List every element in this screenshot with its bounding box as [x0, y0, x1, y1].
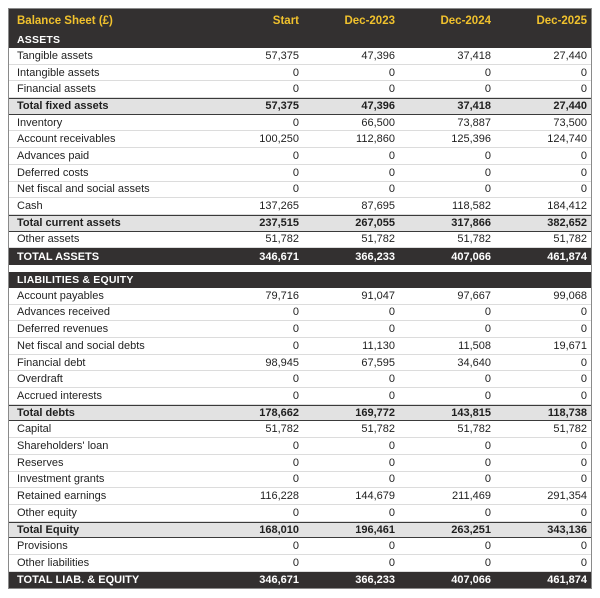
cell-value: 51,782 — [553, 233, 587, 246]
cell-value: 211,469 — [452, 490, 491, 503]
row-label: Retained earnings — [17, 490, 107, 503]
table-row — [9, 198, 591, 215]
cell-value: 0 — [388, 389, 395, 402]
cell-value: 91,047 — [361, 289, 395, 302]
cell-value: 0 — [388, 456, 395, 469]
table-row — [9, 371, 591, 388]
cell-value: 0 — [484, 556, 491, 569]
table-row — [9, 388, 591, 405]
table-row — [9, 405, 591, 422]
table-row — [9, 338, 591, 355]
column-header-dec-2023: Dec-2023 — [344, 14, 395, 27]
cell-value: 51,782 — [361, 423, 395, 436]
row-label: Account receivables — [17, 133, 116, 146]
table-row — [9, 538, 591, 555]
cell-value: 100,250 — [259, 133, 299, 146]
cell-value: 0 — [484, 373, 491, 386]
table-row — [9, 165, 591, 182]
cell-value: 0 — [292, 66, 299, 79]
table-row — [9, 115, 591, 132]
cell-value: 51,782 — [361, 233, 395, 246]
section-spacer — [9, 265, 591, 272]
row-label: Intangible assets — [17, 66, 100, 79]
table-row — [9, 215, 591, 232]
cell-value: 118,738 — [547, 407, 587, 420]
cell-value: 169,772 — [355, 407, 395, 420]
row-label: Total Equity — [17, 523, 80, 536]
cell-value: 27,440 — [553, 49, 587, 62]
cell-value: 0 — [580, 456, 587, 469]
cell-value: 0 — [388, 556, 395, 569]
table-row — [9, 438, 591, 455]
cell-value: 0 — [484, 323, 491, 336]
row-label: Reserves — [17, 456, 64, 469]
cell-value: 137,265 — [259, 200, 299, 213]
cell-value: 34,640 — [457, 356, 491, 369]
cell-value: 0 — [484, 506, 491, 519]
row-label: Accrued interests — [17, 389, 102, 402]
cell-value: 0 — [292, 149, 299, 162]
cell-value: 27,440 — [553, 100, 587, 113]
table-row — [9, 232, 591, 249]
row-label: Advances paid — [17, 149, 90, 162]
cell-value: 116,228 — [260, 490, 299, 503]
cell-value: 57,375 — [265, 100, 299, 113]
cell-value: 0 — [484, 456, 491, 469]
cell-value: 0 — [292, 339, 299, 352]
cell-value: 118,582 — [452, 200, 491, 213]
cell-value: 66,500 — [361, 116, 395, 129]
column-header-dec-2024: Dec-2024 — [440, 14, 491, 27]
cell-value: 178,662 — [259, 407, 299, 420]
cell-value: 0 — [292, 116, 299, 129]
cell-value: 37,418 — [457, 100, 491, 113]
cell-value: 0 — [580, 323, 587, 336]
row-label: Inventory — [17, 116, 63, 129]
cell-value: 0 — [580, 83, 587, 96]
cell-value: 51,782 — [265, 423, 299, 436]
cell-value: 0 — [484, 149, 491, 162]
row-label: Shareholders' loan — [17, 439, 109, 452]
cell-value: 0 — [292, 456, 299, 469]
cell-value: 461,874 — [547, 250, 587, 263]
cell-value: 0 — [580, 166, 587, 179]
cell-value: 0 — [484, 83, 491, 96]
cell-value: 0 — [580, 306, 587, 319]
cell-value: 0 — [388, 473, 395, 486]
section-label: LIABILITIES & EQUITY — [17, 273, 134, 286]
row-label: TOTAL LIAB. & EQUITY — [17, 573, 140, 586]
row-label: Financial debt — [17, 356, 86, 369]
cell-value: 99,068 — [553, 289, 587, 302]
row-label: Deferred revenues — [17, 323, 109, 336]
cell-value: 0 — [580, 66, 587, 79]
table-row — [9, 355, 591, 372]
table-row — [9, 148, 591, 165]
table-row — [9, 182, 591, 199]
cell-value: 79,716 — [265, 289, 299, 302]
row-label: Total debts — [17, 407, 75, 420]
row-label: TOTAL ASSETS — [17, 250, 100, 263]
cell-value: 97,667 — [457, 289, 491, 302]
section-header — [9, 272, 591, 288]
row-label: Net fiscal and social assets — [17, 183, 150, 196]
cell-value: 0 — [484, 473, 491, 486]
table-row — [9, 572, 591, 589]
cell-value: 0 — [484, 306, 491, 319]
table-row — [9, 288, 591, 305]
cell-value: 73,500 — [553, 116, 587, 129]
cell-value: 0 — [388, 149, 395, 162]
cell-value: 0 — [580, 506, 587, 519]
cell-value: 461,874 — [547, 573, 587, 586]
row-label: Account payables — [17, 289, 104, 302]
column-header-dec-2025: Dec-2025 — [536, 14, 587, 27]
row-label: Other equity — [17, 506, 77, 519]
cell-value: 184,412 — [547, 200, 587, 213]
cell-value: 237,515 — [259, 217, 299, 230]
cell-value: 0 — [484, 183, 491, 196]
cell-value: 19,671 — [553, 339, 587, 352]
cell-value: 87,695 — [361, 200, 395, 213]
cell-value: 0 — [388, 323, 395, 336]
cell-value: 0 — [580, 473, 587, 486]
row-label: Advances received — [17, 306, 110, 319]
row-label: Other liabilities — [17, 556, 90, 569]
cell-value: 0 — [388, 506, 395, 519]
cell-value: 124,740 — [547, 133, 587, 146]
cell-value: 382,652 — [547, 217, 587, 230]
cell-value: 0 — [292, 83, 299, 96]
cell-value: 407,066 — [451, 250, 491, 263]
cell-value: 0 — [292, 540, 299, 553]
cell-value: 346,671 — [259, 250, 299, 263]
table-row — [9, 131, 591, 148]
table-row — [9, 455, 591, 472]
cell-value: 11,508 — [458, 339, 491, 352]
cell-value: 0 — [484, 439, 491, 452]
cell-value: 0 — [292, 373, 299, 386]
cell-value: 51,782 — [457, 423, 491, 436]
cell-value: 267,055 — [355, 217, 395, 230]
cell-value: 51,782 — [553, 423, 587, 436]
cell-value: 0 — [580, 439, 587, 452]
cell-value: 196,461 — [355, 523, 395, 536]
row-label: Cash — [17, 200, 43, 213]
row-label: Provisions — [17, 540, 68, 553]
row-label: Overdraft — [17, 373, 63, 386]
row-label: Deferred costs — [17, 166, 89, 179]
cell-value: 112,860 — [356, 133, 395, 146]
cell-value: 0 — [388, 183, 395, 196]
row-label: Total current assets — [17, 217, 121, 230]
row-label: Net fiscal and social debts — [17, 339, 145, 352]
cell-value: 0 — [388, 166, 395, 179]
cell-value: 263,251 — [451, 523, 491, 536]
cell-value: 0 — [388, 306, 395, 319]
table-row — [9, 505, 591, 522]
cell-value: 0 — [484, 540, 491, 553]
column-header-start: Start — [272, 14, 299, 27]
table-row — [9, 555, 591, 572]
cell-value: 0 — [580, 556, 587, 569]
cell-value: 0 — [388, 373, 395, 386]
cell-value: 0 — [388, 83, 395, 96]
cell-value: 291,354 — [547, 490, 587, 503]
section-header — [9, 32, 591, 48]
cell-value: 317,866 — [451, 217, 491, 230]
cell-value: 0 — [580, 183, 587, 196]
cell-value: 0 — [484, 389, 491, 402]
cell-value: 47,396 — [361, 100, 395, 113]
cell-value: 0 — [388, 439, 395, 452]
table-row — [9, 522, 591, 539]
cell-value: 0 — [388, 66, 395, 79]
cell-value: 67,595 — [361, 356, 395, 369]
table-body — [9, 32, 591, 588]
table-row — [9, 248, 591, 265]
cell-value: 366,233 — [355, 573, 395, 586]
cell-value: 0 — [292, 473, 299, 486]
cell-value: 144,679 — [355, 490, 395, 503]
row-label: Other assets — [17, 233, 80, 246]
cell-value: 0 — [580, 149, 587, 162]
cell-value: 366,233 — [355, 250, 395, 263]
cell-value: 0 — [292, 506, 299, 519]
table-row — [9, 421, 591, 438]
cell-value: 0 — [292, 556, 299, 569]
cell-value: 0 — [484, 166, 491, 179]
row-label: Financial assets — [17, 83, 96, 96]
cell-value: 73,887 — [457, 116, 491, 129]
row-label: Capital — [17, 423, 52, 436]
table-title: Balance Sheet (£) — [17, 14, 113, 27]
table-row — [9, 321, 591, 338]
cell-value: 0 — [292, 323, 299, 336]
balance-sheet-table — [8, 8, 592, 589]
cell-value: 0 — [292, 166, 299, 179]
table-row — [9, 48, 591, 65]
cell-value: 0 — [580, 389, 587, 402]
cell-value: 143,815 — [451, 407, 491, 420]
cell-value: 0 — [580, 356, 587, 369]
cell-value: 0 — [292, 306, 299, 319]
row-label: Investment grants — [17, 473, 105, 486]
table-row — [9, 81, 591, 98]
section-label: ASSETS — [17, 34, 61, 46]
cell-value: 0 — [484, 66, 491, 79]
cell-value: 0 — [292, 183, 299, 196]
cell-value: 0 — [580, 540, 587, 553]
row-label: Tangible assets — [17, 49, 93, 62]
cell-value: 11,130 — [362, 339, 395, 352]
table-row — [9, 488, 591, 505]
table-row — [9, 472, 591, 489]
cell-value: 168,010 — [259, 523, 299, 536]
cell-value: 51,782 — [457, 233, 491, 246]
cell-value: 0 — [580, 373, 587, 386]
table-row — [9, 65, 591, 82]
table-header — [9, 9, 591, 32]
cell-value: 346,671 — [259, 573, 299, 586]
cell-value: 407,066 — [451, 573, 491, 586]
cell-value: 37,418 — [457, 49, 491, 62]
cell-value: 0 — [292, 389, 299, 402]
row-label: Total fixed assets — [17, 100, 109, 113]
cell-value: 343,136 — [547, 523, 587, 536]
cell-value: 57,375 — [265, 49, 299, 62]
cell-value: 51,782 — [265, 233, 299, 246]
cell-value: 0 — [292, 439, 299, 452]
cell-value: 47,396 — [361, 49, 395, 62]
cell-value: 98,945 — [265, 356, 299, 369]
table-row — [9, 305, 591, 322]
cell-value: 125,396 — [451, 133, 491, 146]
cell-value: 0 — [388, 540, 395, 553]
table-row — [9, 98, 591, 115]
